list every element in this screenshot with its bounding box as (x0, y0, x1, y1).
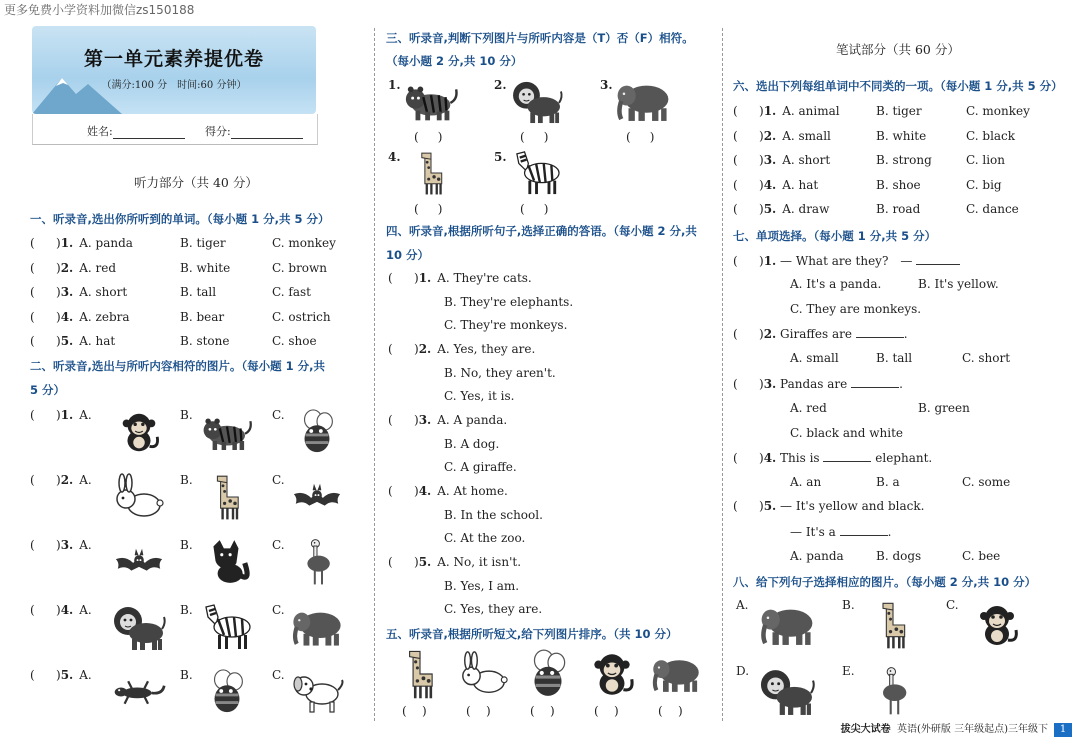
picture-label: B. (842, 598, 855, 612)
bee-picture (290, 408, 344, 456)
s2-row: ( )5. A. (30, 668, 92, 682)
s4-question: ( )5. A. No, it isn't. (388, 555, 522, 569)
option-b: B. tiger (180, 236, 226, 250)
s6-row: ( )3. A. short (733, 153, 831, 167)
answer-bracket[interactable]: ( (733, 202, 738, 216)
answer-bracket[interactable]: ( ) (466, 704, 491, 718)
question-number: 5. (60, 668, 74, 682)
option-b: B. white (180, 260, 231, 275)
question-number: 1. (388, 78, 401, 92)
picture-label: D. (736, 664, 750, 678)
option-b: B. A dog. (444, 436, 500, 451)
question-number: 3. (60, 285, 74, 299)
option-c: C. monkey (272, 236, 336, 250)
option-a: A. panda (79, 236, 133, 250)
option-b: B. bear (180, 309, 225, 324)
question-number: 2. (60, 473, 74, 487)
s7-q4-opt-b: B. a (876, 475, 900, 489)
option-b-label: B. (180, 473, 193, 487)
answer-bracket[interactable]: ( ) (658, 704, 683, 718)
answer-bracket[interactable]: ( (30, 538, 35, 552)
s1-row: ( )3. A. short (30, 285, 128, 299)
option-a: A. animal (782, 104, 840, 118)
question-number: 1. (763, 104, 777, 118)
s7-q5-stem: ( )5. — It's yellow and black. (733, 499, 925, 513)
s6-row: ( )5. A. draw (733, 202, 830, 216)
option-c: C. A giraffe. (444, 460, 517, 474)
s7-q4-opt-a: A. an (790, 475, 822, 489)
s2-row: ( )4. A. (30, 603, 92, 617)
answer-bracket[interactable]: ( (733, 128, 738, 143)
section8-heading: 八、给下列句子选择相应的图片。（每小题 2 分,共 10 分） (733, 575, 1037, 589)
s1-row: ( )2. A. red (30, 260, 117, 275)
s6-row: ( )4. A. hat (733, 177, 819, 192)
option-a: A. draw (782, 202, 830, 216)
lion-picture (112, 603, 166, 651)
option-b: B. shoe (876, 177, 921, 192)
option-a-label: A. (79, 408, 92, 422)
question-number: 2. (418, 342, 432, 356)
option-b: B. white (876, 128, 927, 143)
s7-q1-stem: ( )1. — What are they? — (733, 252, 960, 269)
option-c: C. lion (966, 153, 1006, 167)
rabbit-picture (458, 648, 510, 700)
s7-q2-opt-b: B. tall (876, 351, 913, 365)
question-number: 5. (494, 150, 507, 164)
section3-heading-cont: （每小题 2 分,共 10 分） (386, 54, 523, 68)
answer-bracket[interactable]: ( ) (520, 130, 549, 144)
option-b-label: B. (180, 603, 193, 617)
s7-q1-opt-a: A. It's a panda. (790, 277, 882, 291)
name-field[interactable] (113, 125, 185, 139)
s4-question: ( )4. A. At home. (388, 484, 508, 498)
listening-part-title: 听力部分（共 40 分） (134, 175, 258, 190)
answer-blank[interactable] (851, 376, 899, 388)
answer-bracket[interactable]: ( (30, 603, 35, 617)
option-a: A. short (79, 285, 128, 299)
section7-heading: 七、单项选择。（每小题 1 分,共 5 分） (733, 229, 937, 243)
bat-picture (112, 538, 166, 586)
answer-bracket[interactable]: ( ) (414, 130, 443, 144)
section2-heading: 二、听录音,选出与所听内容相符的图片。（每小题 1 分,共 (30, 359, 325, 373)
giraffe-picture (200, 473, 254, 521)
giraffe-picture (864, 600, 922, 650)
option-c-label: C. (272, 408, 285, 422)
option-c: C. Yes, it is. (444, 389, 515, 403)
answer-bracket[interactable]: ( ) (414, 202, 443, 216)
answer-bracket[interactable]: ( (30, 334, 35, 348)
answer-bracket[interactable]: ( (30, 408, 35, 422)
monkey-picture (586, 648, 638, 700)
answer-bracket[interactable]: ( ) (520, 202, 549, 216)
section4-heading-cont: 10 分） (386, 248, 430, 262)
question-number: 2. (763, 128, 777, 143)
written-part-title: 笔试部分（共 60 分） (836, 42, 960, 57)
s7-q5-stem-b: — It's a . (790, 525, 892, 539)
option-a-label: A. (79, 603, 92, 617)
answer-bracket[interactable]: ( (733, 104, 738, 118)
lion-picture (508, 78, 566, 124)
watermark: 更多免费小学资料加微信zs150188 (4, 3, 195, 17)
picture-label: C. (946, 598, 959, 612)
option-c: C. monkey (966, 104, 1030, 118)
answer-bracket[interactable]: ( (733, 177, 738, 192)
answer-bracket[interactable]: ( ) (402, 704, 427, 718)
s7-q3-opt-a: A. red (790, 401, 827, 415)
page-number: 1 (1054, 723, 1072, 737)
s7-q3-opt-c: C. black and white (790, 426, 904, 440)
option-c: C. fast (272, 285, 311, 299)
option-a: A. They're cats. (437, 271, 532, 285)
option-c-label: C. (272, 473, 285, 487)
s7-q5-opt-a: A. panda (790, 549, 844, 563)
tiger-picture (402, 78, 460, 124)
bee-picture (522, 648, 574, 700)
question-number: 3. (600, 78, 613, 92)
option-b: B. In the school. (444, 507, 543, 522)
giraffe-picture (394, 648, 446, 700)
name-label: 姓名: (87, 125, 113, 138)
elephant-picture (758, 600, 816, 650)
picture-label: A. (736, 598, 749, 612)
option-c: C. big (966, 177, 1002, 192)
exam-meta: （满分:100 分 时间:60 分钟） (101, 80, 247, 91)
option-c: C. dance (966, 202, 1019, 216)
s1-row: ( )4. A. zebra (30, 309, 130, 324)
option-a: A. hat (782, 177, 819, 192)
question-number: 5. (60, 334, 74, 348)
monkey-picture (968, 600, 1026, 650)
picture-label: E. (842, 664, 855, 678)
section5-heading: 五、听录音,根据所听短文,给下列图片排序。（共 10 分） (386, 627, 678, 641)
question-number: 1. (60, 408, 74, 422)
question-number: 1. (60, 236, 74, 250)
elephant-picture (650, 648, 702, 700)
s6-row: ( )1. A. animal (733, 104, 840, 118)
option-b: B. tiger (876, 104, 922, 118)
option-b: B. They're elephants. (444, 294, 574, 309)
answer-bracket[interactable]: ( (30, 285, 35, 299)
answer-bracket[interactable]: ( (388, 271, 393, 285)
s2-row: ( )1. A. (30, 408, 92, 422)
question-number: 1. (418, 271, 432, 285)
s7-q5-opt-c: C. bee (962, 549, 1001, 563)
option-b-label: B. (180, 668, 193, 682)
answer-bracket[interactable]: ( ) (594, 704, 619, 718)
s7-q2-stem: ( )2. Giraffes are . (733, 327, 908, 341)
answer-blank[interactable] (856, 326, 904, 338)
question-number: 5. (763, 202, 777, 216)
option-a-label: A. (79, 473, 92, 487)
ostrich-picture (864, 666, 922, 716)
answer-bracket[interactable]: ( (388, 555, 393, 569)
lion-picture (758, 666, 816, 716)
option-a: A. hat (79, 334, 116, 348)
option-b: B. No, they aren't. (444, 365, 556, 380)
s7-q5-opt-b: B. dogs (876, 549, 922, 563)
answer-bracket[interactable]: ( (30, 473, 35, 487)
score-label: 得分: (205, 125, 231, 138)
option-b-label: B. (180, 538, 193, 552)
s7-q1-opt-b: B. It's yellow. (918, 277, 999, 291)
answer-bracket[interactable]: ( ) (626, 130, 655, 144)
option-a-label: A. (79, 538, 92, 552)
s1-row: ( )5. A. hat (30, 334, 116, 348)
option-c-label: C. (272, 603, 285, 617)
s7-q4-opt-c: C. some (962, 475, 1011, 489)
s6-row: ( )2. A. small (733, 128, 831, 143)
elephant-picture (290, 603, 344, 651)
student-info-row (32, 114, 318, 145)
option-a: A. small (782, 128, 831, 143)
monkey-picture (112, 408, 166, 456)
lizard-picture (112, 668, 166, 716)
rabbit-picture (112, 473, 166, 521)
question-number: 3. (418, 413, 432, 427)
question-number: 4. (418, 484, 432, 498)
answer-bracket[interactable]: ( (388, 342, 393, 356)
zebra-picture (200, 603, 254, 651)
option-c: C. brown (272, 260, 328, 275)
option-a: A. short (782, 153, 831, 167)
s4-question: ( )2. A. Yes, they are. (388, 342, 536, 356)
column-divider-2 (722, 28, 723, 721)
section4-heading: 四、听录音,根据所听句子,选择正确的答语。（每小题 2 分,共 (386, 224, 697, 238)
s4-question: ( )1. A. They're cats. (388, 271, 532, 285)
section2-heading-cont: 5 分） (30, 383, 66, 397)
bee-picture (200, 668, 254, 716)
answer-bracket[interactable]: ( (30, 236, 35, 250)
option-c-label: C. (272, 538, 285, 552)
question-number: 4. (60, 603, 74, 617)
exam-title: 第一单元素养提优卷 (83, 48, 264, 70)
footer-brand: 拔尖大试卷 (840, 724, 891, 735)
bat-picture (290, 473, 344, 521)
option-a: A. At home. (437, 484, 508, 498)
column-divider-1 (374, 28, 375, 721)
question-number: 3. (763, 153, 777, 167)
question-number: 4. (60, 309, 74, 324)
s7-q1-opt-c: C. They are monkeys. (790, 302, 922, 316)
option-c: C. They're monkeys. (444, 318, 568, 332)
section6-heading: 六、选出下列每组单词中不同类的一项。（每小题 1 分,共 5 分） (733, 79, 1063, 93)
option-b: B. Yes, I am. (444, 578, 520, 593)
question-number: 5. (418, 555, 432, 569)
ostrich-picture (290, 538, 344, 586)
question-number: 3. (60, 538, 74, 552)
s7-q4-stem: ( )4. This is elephant. (733, 451, 933, 465)
section3-heading: 三、听录音,判断下列图片与所听内容是（T）否（F）相符。 (386, 31, 694, 45)
option-c: C. black (966, 128, 1016, 143)
answer-blank[interactable] (840, 524, 888, 536)
answer-bracket[interactable]: ( (30, 309, 35, 324)
footer-subject: 英语(外研版 三年级起点)三年级下 (897, 724, 1048, 735)
question-number: 4. (388, 150, 401, 164)
answer-bracket[interactable]: ( (733, 153, 738, 167)
s7-q2-opt-a: A. small (790, 351, 839, 365)
dog-picture (290, 668, 344, 716)
option-b: B. tall (180, 285, 217, 299)
question-number: 2. (60, 260, 74, 275)
section1-heading: 一、听录音,选出你所听到的单词。（每小题 1 分,共 5 分） (30, 212, 330, 226)
s2-row: ( )3. A. (30, 538, 92, 552)
question-number: 2. (494, 78, 507, 92)
elephant-picture (614, 78, 672, 124)
option-a: A. No, it isn't. (437, 555, 522, 569)
question-number: 4. (763, 177, 777, 192)
s2-row: ( )2. A. (30, 473, 92, 487)
option-b: B. strong (876, 153, 932, 167)
option-b-label: B. (180, 408, 193, 422)
giraffe-picture (402, 150, 460, 196)
s1-row: ( )1. A. panda (30, 236, 133, 250)
option-a: A. red (79, 260, 117, 275)
option-c: C. shoe (272, 334, 317, 348)
s7-q2-opt-c: C. short (962, 351, 1011, 365)
fox-picture (200, 538, 254, 586)
footer (841, 720, 1072, 737)
option-c: C. ostrich (272, 309, 331, 324)
answer-bracket[interactable]: ( ) (530, 704, 555, 718)
answer-blank[interactable] (823, 450, 871, 462)
option-c: C. At the zoo. (444, 531, 526, 545)
option-c: C. Yes, they are. (444, 602, 543, 616)
zebra-picture (508, 150, 566, 196)
option-b: B. road (876, 202, 921, 216)
tiger-picture (200, 408, 254, 456)
s7-q3-stem: ( )3. Pandas are . (733, 377, 903, 391)
option-a: A. zebra (79, 309, 130, 324)
option-a: A. A panda. (437, 413, 508, 427)
s4-question: ( )3. A. A panda. (388, 413, 508, 427)
option-b: B. stone (180, 334, 230, 348)
title-banner (32, 26, 316, 114)
s7-q3-opt-b: B. green (918, 401, 970, 415)
score-field[interactable] (231, 125, 303, 139)
answer-bracket[interactable]: ( (30, 260, 35, 275)
option-a: A. Yes, they are. (437, 342, 536, 356)
answer-bracket[interactable]: ( (30, 668, 35, 682)
answer-bracket[interactable]: ( (388, 413, 393, 427)
option-c-label: C. (272, 668, 285, 682)
answer-blank[interactable] (916, 253, 960, 265)
answer-bracket[interactable]: ( (388, 484, 393, 498)
option-a-label: A. (79, 668, 92, 682)
